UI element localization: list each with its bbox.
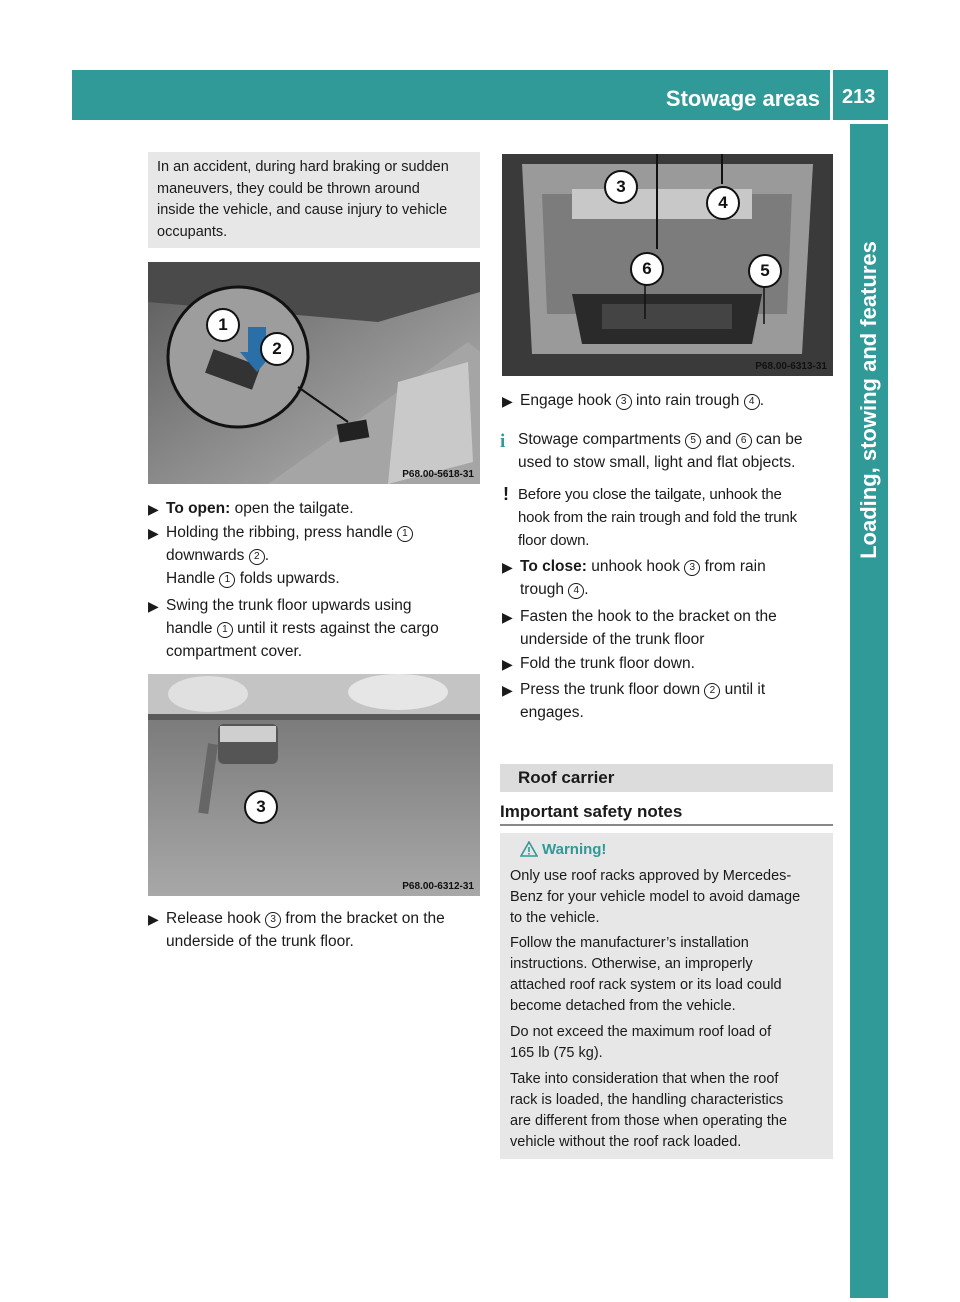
step-text: handle	[166, 620, 217, 637]
photo-hook-bracket	[148, 674, 480, 896]
triangle-bullet-icon: ▶	[148, 501, 159, 517]
ref-marker: 3	[265, 912, 281, 928]
note-box	[148, 152, 480, 248]
warning-line: Only use roof racks approved by Mercedes-	[510, 868, 792, 884]
warning-box	[500, 833, 833, 1159]
triangle-bullet-icon: ▶	[502, 559, 513, 575]
triangle-bullet-icon: ▶	[148, 911, 159, 927]
step-close	[502, 555, 852, 601]
step-text: from rain	[700, 558, 766, 575]
section-title: Stowage areas	[665, 86, 820, 111]
step-text: open the tailgate.	[230, 500, 354, 517]
marker-5: 5	[748, 254, 782, 288]
ref-marker: 4	[568, 583, 584, 599]
step-text: Fasten the hook to the bracket on the	[520, 608, 777, 625]
note-line: In an accident, during hard braking or sudden	[157, 159, 449, 175]
ref-marker: 1	[397, 526, 413, 542]
divider	[500, 824, 833, 826]
ref-marker: 3	[684, 560, 700, 576]
step-text: until it rests against the cargo	[232, 620, 439, 637]
warning-line: rack is loaded, the handling characteristics	[510, 1092, 784, 1108]
photo-code: P68.00-6312-31	[402, 881, 474, 892]
photo-code: P68.00-6313-31	[755, 361, 827, 372]
caution-text: hook from the rain trough and fold the trunk	[518, 509, 797, 526]
photo-tailgate-handle	[148, 262, 480, 484]
step-swing-floor	[148, 594, 496, 663]
side-tab-marker	[850, 880, 888, 1010]
warning-line: are different from those when operating the	[510, 1113, 788, 1129]
step-text: Press the trunk floor down	[520, 681, 705, 698]
step-text: engages.	[520, 704, 584, 721]
warning-triangle-icon	[520, 841, 538, 857]
note-line: occupants.	[157, 223, 228, 240]
note-line: maneuvers, they could be thrown around	[157, 180, 420, 197]
marker-3: 3	[604, 170, 638, 204]
subheading-important-safety-notes: Important safety notes	[500, 802, 683, 821]
step-text: Swing the trunk floor upwards using	[166, 597, 412, 614]
ref-marker: 4	[744, 394, 760, 410]
page-number: 213	[842, 86, 876, 108]
marker-4: 4	[706, 186, 740, 220]
warning-line: Do not exceed the maximum roof load of	[510, 1024, 772, 1040]
ref-marker: 1	[219, 572, 235, 588]
photo-code: P68.00-5618-31	[402, 469, 474, 480]
step-text: into rain trough	[631, 392, 744, 409]
caution-text: Before you close the tailgate, unhook the	[518, 486, 782, 503]
step-text: .	[759, 392, 764, 409]
step-text: .	[584, 581, 589, 598]
triangle-bullet-icon: ▶	[502, 609, 513, 625]
triangle-bullet-icon: ▶	[502, 656, 513, 672]
warning-line: instructions. Otherwise, an improperly	[510, 956, 753, 972]
ref-marker: 3	[616, 394, 632, 410]
step-bold-label: To close:	[520, 558, 587, 575]
step-fasten-hook	[502, 605, 852, 651]
step-text: from the bracket on the	[281, 910, 445, 927]
step-text: .	[264, 547, 270, 564]
step-text: underside of the trunk floor.	[166, 933, 354, 950]
warning-line: attached roof rack system or its load could	[510, 977, 782, 993]
info-icon: i	[500, 431, 506, 452]
step-text: Handle	[166, 570, 220, 587]
step-text: Fold the trunk floor down.	[520, 655, 695, 672]
step-bold-label: To open:	[166, 500, 231, 517]
step-text: compartment cover.	[166, 643, 303, 660]
marker-6: 6	[630, 252, 664, 286]
warning-line: Follow the manufacturer’s installation	[510, 935, 749, 951]
step-text: underside of the trunk floor	[520, 631, 705, 648]
step-text: trough	[520, 581, 569, 598]
warning-line: Benz for your vehicle model to avoid damage	[510, 889, 801, 905]
triangle-bullet-icon: ▶	[502, 393, 513, 409]
warning-title: Warning!	[542, 841, 607, 858]
info-note	[500, 428, 834, 474]
warning-line: become detached from the vehicle.	[510, 998, 736, 1014]
caution-text: floor down.	[518, 532, 590, 549]
note-line: inside the vehicle, and cause injury to vehicle	[157, 202, 448, 218]
marker-3: 3	[244, 790, 278, 824]
info-text: Stowage compartments	[518, 431, 686, 448]
step-text: Engage hook	[520, 392, 616, 409]
step-text: Holding the ribbing, press handle	[166, 524, 397, 541]
step-text: unhook hook	[586, 558, 685, 575]
photo-tailgate-handle-art	[148, 262, 480, 484]
triangle-bullet-icon: ▶	[148, 598, 159, 614]
step-text: downwards	[166, 547, 249, 564]
step-release-hook	[148, 907, 496, 953]
marker-2: 2	[260, 332, 294, 366]
step-engage-hook	[502, 389, 852, 412]
exclamation-icon: !	[503, 484, 509, 504]
header-separator	[830, 70, 833, 120]
triangle-bullet-icon: ▶	[502, 682, 513, 698]
photo-trunk-compartments	[502, 154, 833, 376]
step-text: until it	[720, 681, 766, 698]
photo-hook-bracket-art	[148, 674, 480, 896]
info-text: can be	[751, 431, 803, 448]
ref-marker: 6	[736, 433, 752, 449]
step-press-floor	[502, 678, 852, 724]
warning-line: 165 lb (75 kg).	[510, 1045, 603, 1061]
side-tab-label: Loading, stowing and features	[856, 241, 881, 559]
ref-marker: 5	[685, 433, 701, 449]
step-fold-floor	[502, 652, 852, 675]
section-heading-roof-carrier: Roof carrier	[500, 764, 833, 792]
step-open	[148, 497, 496, 520]
ref-marker: 2	[704, 683, 720, 699]
info-text: used to stow small, light and flat objects.	[518, 454, 796, 471]
ref-marker: 1	[217, 622, 233, 638]
step-text: Release hook	[166, 910, 266, 927]
warning-line: to the vehicle.	[510, 910, 600, 926]
ref-marker: 2	[249, 549, 265, 565]
warning-line: vehicle without the roof rack loaded.	[510, 1134, 742, 1150]
caution-note	[500, 483, 836, 552]
info-text: and	[701, 431, 736, 448]
photo-trunk-compartments-art	[502, 154, 833, 376]
warning-line: Take into consideration that when the roof	[510, 1071, 779, 1087]
triangle-bullet-icon: ▶	[148, 525, 159, 541]
marker-1: 1	[206, 308, 240, 342]
step-press-handle	[148, 521, 496, 590]
step-text: folds upwards.	[235, 570, 340, 587]
